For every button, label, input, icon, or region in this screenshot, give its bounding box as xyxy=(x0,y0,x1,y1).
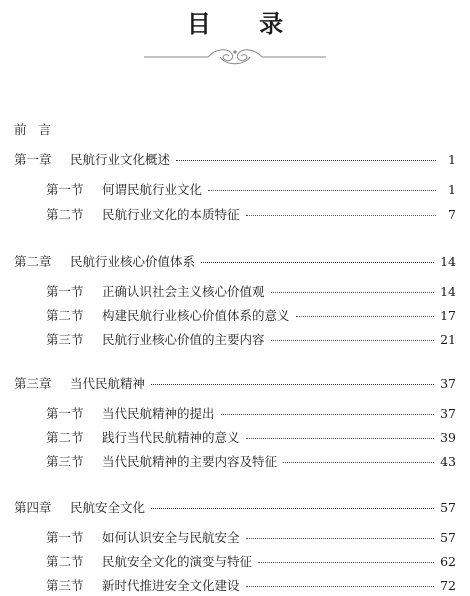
chapter-title: 民航行业核心价值体系 xyxy=(70,254,196,269)
leader-dots xyxy=(258,562,434,563)
chapter-number: 第一章 xyxy=(14,152,52,167)
toc-section-2-3[interactable] xyxy=(46,330,456,350)
section-title: 构建民航行业核心价值体系的意义 xyxy=(102,308,290,323)
page-number: 57 xyxy=(440,530,456,545)
toc-section-3-3[interactable] xyxy=(46,452,456,472)
foreword-label: 前言 xyxy=(14,122,64,137)
page-number: 1 xyxy=(448,152,456,167)
leader-dots xyxy=(296,316,435,317)
toc-chapter-3[interactable] xyxy=(14,374,456,394)
toc-chapter-4[interactable] xyxy=(14,498,456,518)
page-number: 43 xyxy=(440,454,456,469)
leader-dots xyxy=(176,160,436,161)
leader-dots xyxy=(151,508,434,509)
section-title: 践行当代民航精神的意义 xyxy=(102,430,240,445)
page-number: 21 xyxy=(440,332,456,347)
leader-dots xyxy=(151,384,434,385)
section-title: 当代民航精神的提出 xyxy=(102,406,215,421)
section-number: 第一节 xyxy=(46,284,84,299)
section-number: 第三节 xyxy=(46,332,84,347)
page-number: 14 xyxy=(440,284,456,299)
section-title: 当代民航精神的主要内容及特征 xyxy=(102,454,278,469)
toc-section-2-1[interactable] xyxy=(46,282,456,302)
section-title: 何谓民航行业文化 xyxy=(102,182,203,197)
toc-section-4-3[interactable] xyxy=(46,576,456,596)
page-number: 14 xyxy=(440,254,456,269)
section-title: 新时代推进安全文化建设 xyxy=(102,578,240,593)
toc-foreword[interactable] xyxy=(14,120,456,140)
chapter-title: 民航行业文化概述 xyxy=(70,152,171,167)
toc-section-3-2[interactable] xyxy=(46,428,456,448)
section-number: 第三节 xyxy=(46,454,84,469)
section-title: 民航行业核心价值的主要内容 xyxy=(102,332,265,347)
page-number: 72 xyxy=(440,578,456,593)
toc-section-4-1[interactable] xyxy=(46,528,456,548)
leader-dots xyxy=(208,190,436,191)
chapter-number: 第三章 xyxy=(14,376,52,391)
section-title: 正确认识社会主义核心价值观 xyxy=(102,284,265,299)
section-number: 第一节 xyxy=(46,406,84,421)
chapter-title: 当代民航精神 xyxy=(70,376,146,391)
section-number: 第一节 xyxy=(46,530,84,545)
section-title: 民航安全文化的演变与特征 xyxy=(102,554,253,569)
page-number: 57 xyxy=(440,500,456,515)
section-number: 第三节 xyxy=(46,578,84,593)
page-number: 17 xyxy=(440,308,456,323)
leader-dots xyxy=(271,292,435,293)
section-number: 第一节 xyxy=(46,182,84,197)
section-number: 第二节 xyxy=(46,430,84,445)
decorative-flourish xyxy=(140,44,330,70)
leader-dots xyxy=(246,538,435,539)
toc-section-2-2[interactable] xyxy=(46,306,456,326)
toc-section-1-1[interactable] xyxy=(46,180,456,200)
leader-dots xyxy=(246,586,435,587)
leader-dots xyxy=(271,340,435,341)
section-title: 如何认识安全与民航安全 xyxy=(102,530,240,545)
toc-chapter-1[interactable] xyxy=(14,150,456,170)
section-number: 第二节 xyxy=(46,308,84,323)
leader-dots xyxy=(283,462,434,463)
toc-section-3-1[interactable] xyxy=(46,404,456,424)
page-number: 37 xyxy=(440,376,456,391)
section-number: 第二节 xyxy=(46,554,84,569)
page-number: 7 xyxy=(448,207,456,222)
chapter-number: 第二章 xyxy=(14,254,52,269)
chapter-title: 民航安全文化 xyxy=(70,500,146,515)
section-title: 民航行业文化的本质特征 xyxy=(102,207,240,222)
page-number: 39 xyxy=(440,430,456,445)
leader-dots xyxy=(201,262,434,263)
page-number: 62 xyxy=(440,554,456,569)
toc-section-4-2[interactable] xyxy=(46,552,456,572)
page-number: 37 xyxy=(440,406,456,421)
leader-dots xyxy=(221,414,435,415)
chapter-number: 第四章 xyxy=(14,500,52,515)
page-title: 目 录 xyxy=(186,9,304,38)
leader-dots xyxy=(246,215,436,216)
toc-chapter-2[interactable] xyxy=(14,252,456,272)
toc-section-1-2[interactable] xyxy=(46,205,456,225)
page-number: 1 xyxy=(448,182,456,197)
leader-dots xyxy=(246,438,435,439)
section-number: 第二节 xyxy=(46,207,84,222)
